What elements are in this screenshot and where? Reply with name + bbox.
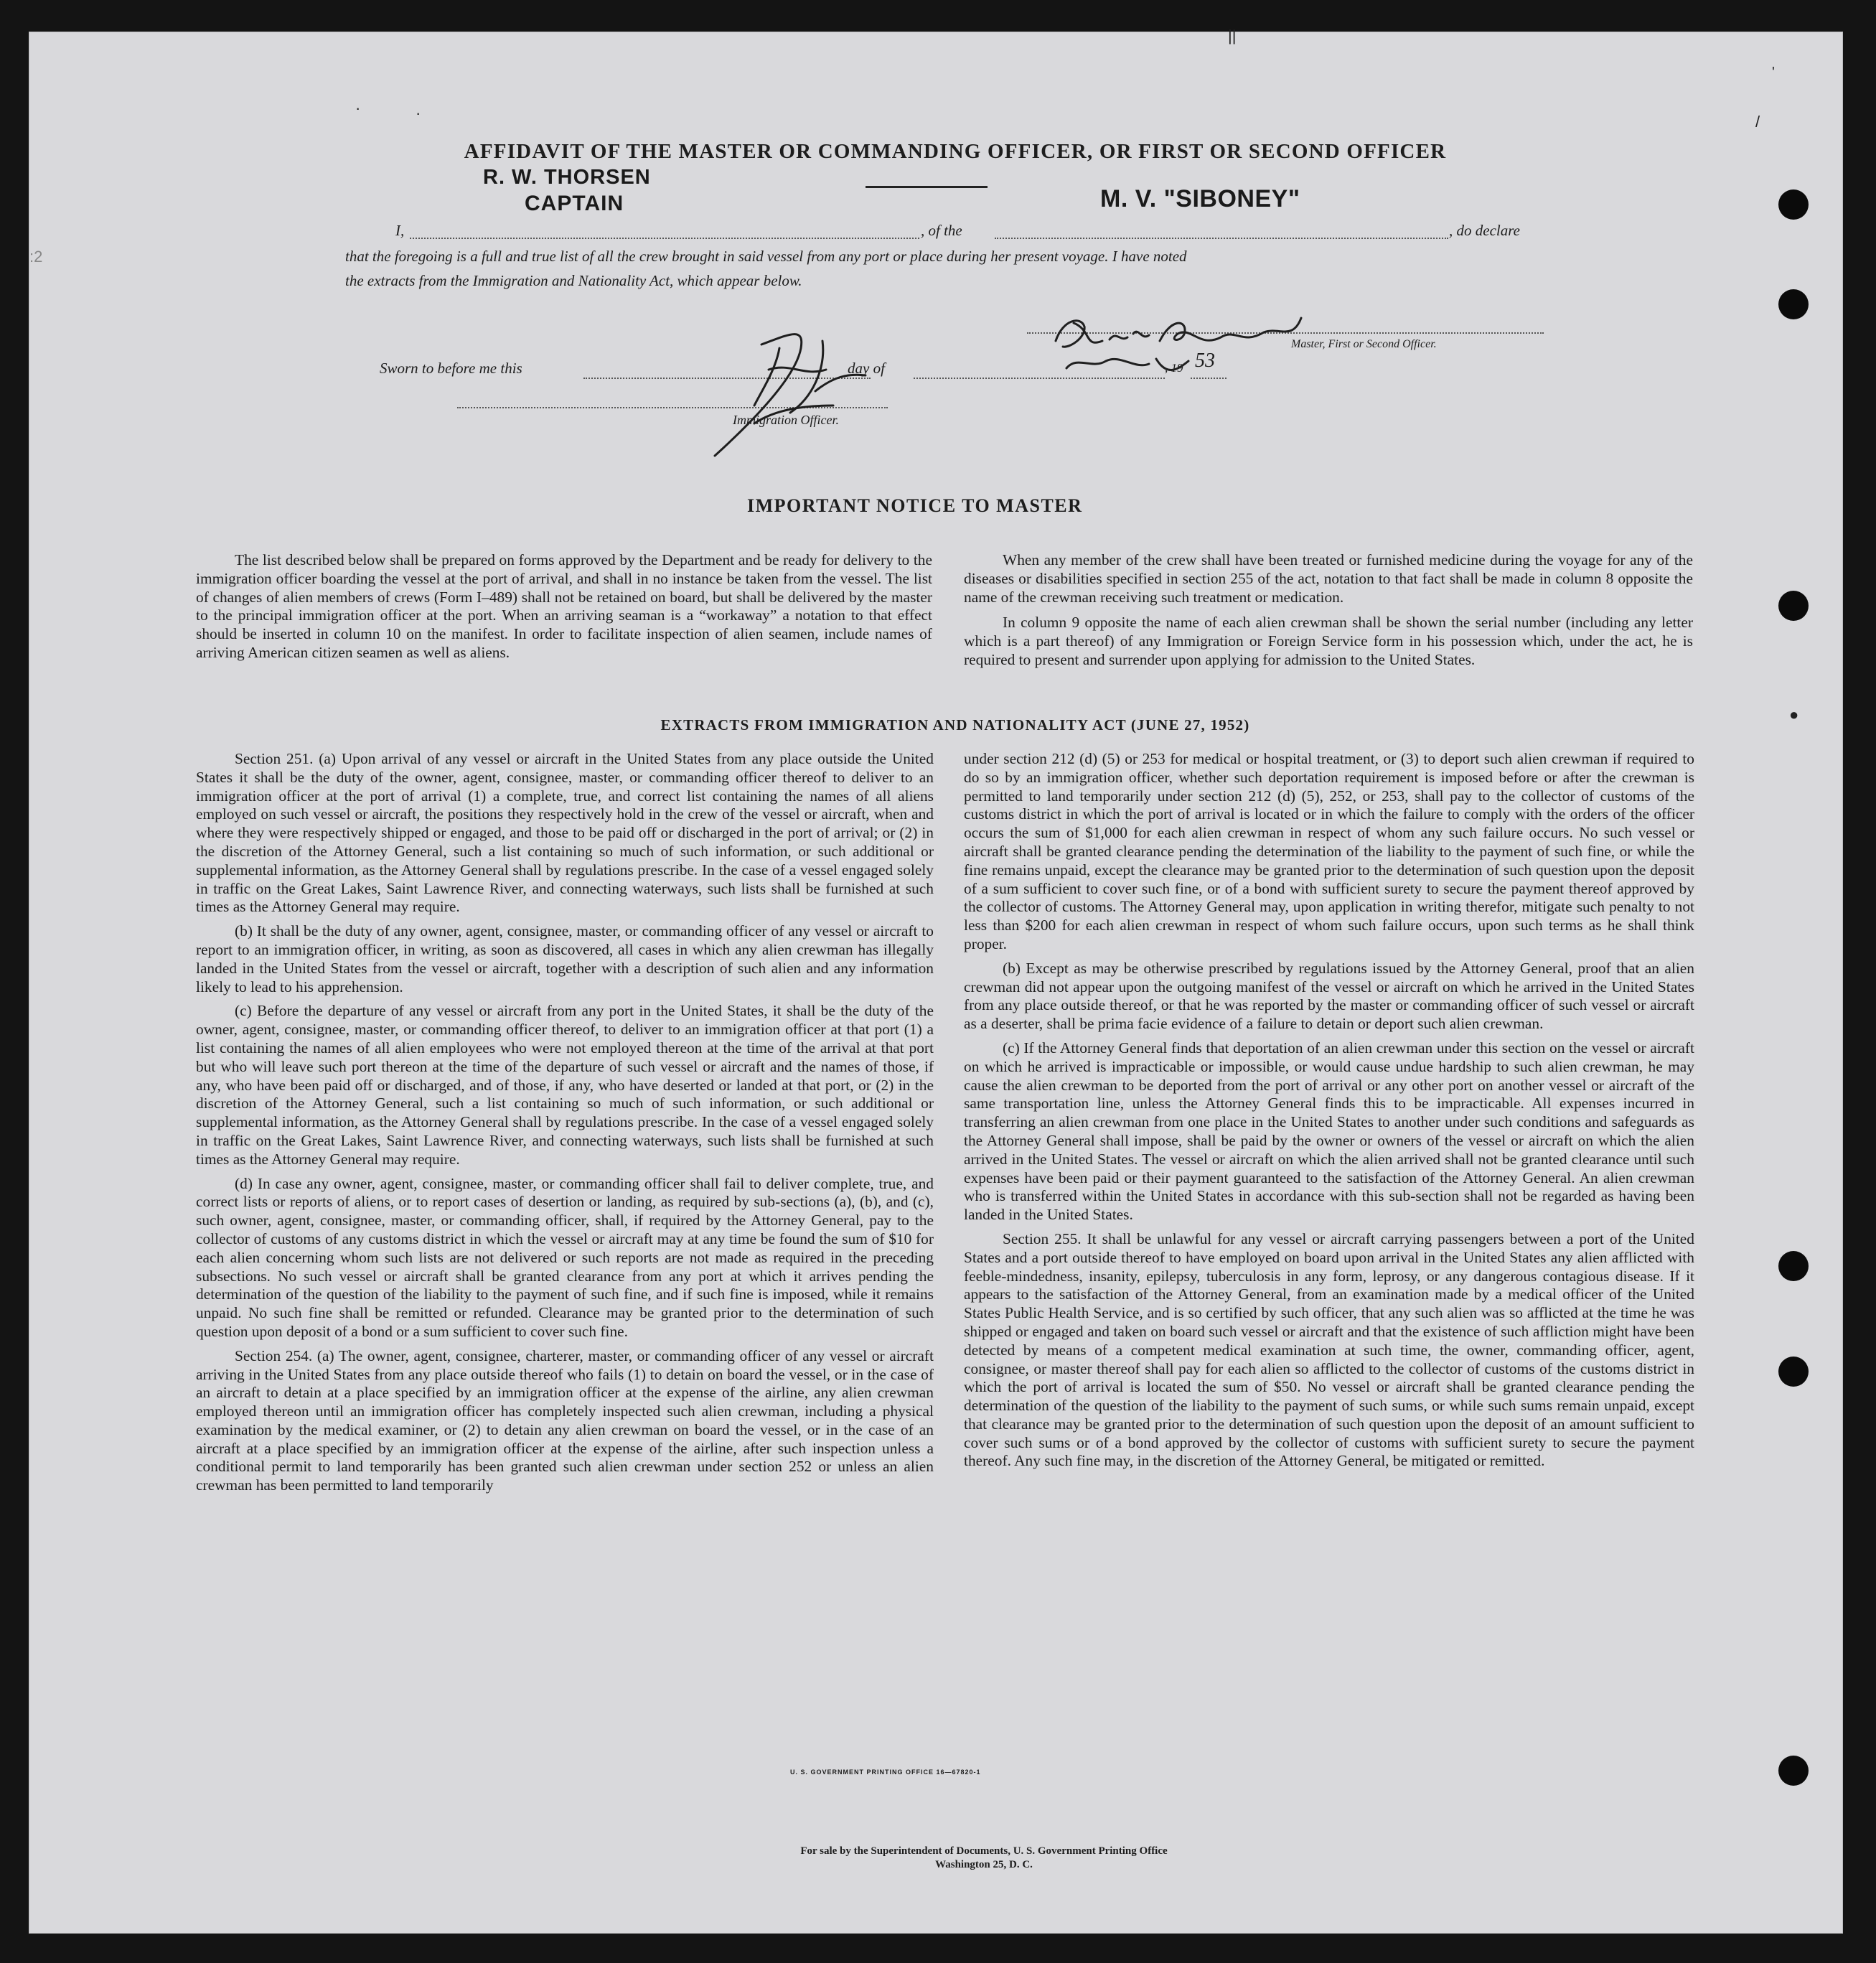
officer-label: Immigration Officer.: [733, 413, 839, 427]
notice-title: IMPORTANT NOTICE TO MASTER: [747, 495, 1083, 516]
edge-mark: ||: [1228, 27, 1237, 44]
year-handwritten: 53: [1195, 350, 1215, 372]
edge-mark: ·: [355, 99, 361, 117]
notice-paragraph: When any member of the crew shall have been treated or furnished medicine during the voyage for any of the diseases or disabilities specified in section 255 of the act, notation to that fact shall be made in column 8 opposite the name of the crewman receiving such treatment or medication.: [964, 551, 1693, 606]
extracts-title: EXTRACTS FROM IMMIGRATION AND NATIONALITY ACT (JUNE 27, 1952): [660, 716, 1250, 734]
extract-paragraph: (c) If the Attorney General finds that deportation of an alien crewman under this section on the vessel or aircraft on which he arrived is impracticable or impossible, or would cause undue hardship to such alien crewman, he may cause the alien crewman to be deported from the port of arrival or any other port on another vessel or aircraft of the same transportation line, unless the Attorney General finds this to be impracticable. All expenses incurred in transferring an alien crewman from one place in the United States to another under such conditions and safeguards as the Attorney General shall impose, shall be paid by the owner or owners of the vessel or aircraft on which the alien arrived in the United States. The vessel or aircraft on which the alien arrived shall not be granted clearance until such expenses have been paid or their payment guaranteed to the satisfaction of the Attorney General. An alien crewman who is transferred within the United States in accordance with this sub-section shall not be regarded as having been landed in the United States.: [964, 1039, 1694, 1224]
do-declare-label: , do declare: [1449, 222, 1520, 239]
extract-paragraph: Section 255. It shall be unlawful for any vessel or aircraft carrying passengers between a port of the United States and a port outside thereof to have employed on board upon arrival in the United States any alien afflicted with feeble-mindedness, insanity, epilepsy, tuberculosis in any form, leprosy, or any dangerous contagious disease. If it appears to the satisfaction of the Attorney General, from an examination made by a medical officer of the United States Public Health Service, and is so certified by such officer, that any such alien was so afflicted at the time he was shipped or engaged and taken on board such vessel or aircraft and that the existence of such affliction might have been detected by means of a competent medical examination at such time, the owner, commanding officer, agent, consignee, or master thereof shall pay for each alien so afflicted to the collector of customs of the customs district in which the port of arrival is located the sum of $50. No vessel or aircraft shall be granted clearance pending the determination of the question of the liability to the payment of such sums, or while such sums remain unpaid, except that clearance may be granted prior to the determination of such question upon the deposit of an amount sufficient to cover such sums or of a bond approved by the collector of customs with sufficient surety to secure the payment thereof. Any such fine may, in the discretion of the Attorney General, be mitigated or remitted.: [964, 1229, 1694, 1470]
extract-paragraph: (c) Before the departure of any vessel or aircraft from any port in the United States, it shall be the duty of the owner, agent, consignee, master, or commanding officer thereof, to deliver to an immigration officer at that port (1) a list containing the names of all alien employees who were not employed thereon at the time of the arrival at that port but who will leave such port thereon at the time of the departure of such vessel or aircraft and the names of those, if any, who have been paid off or discharged, and of those, if any, who have deserted or landed at that port, or (2) in the discretion of the Attorney General, such a list containing so much of such information, or such additional or supplemental information, as the Attorney General shall by regulations prescribe. In the case of a vessel engaged solely in traffic on the Great Lakes, Saint Lawrence River, and connecting waterways, such lists shall be furnished at such times as the Attorney General may require.: [196, 1002, 934, 1168]
edge-mark: ●: [1789, 706, 1799, 723]
form-title: AFFIDAVIT OF THE MASTER OR COMMANDING OFFICER, OR FIRST OR SECOND OFFICER: [464, 140, 1447, 163]
sale-notice: [639, 1845, 1328, 1872]
declaration-line-1: that the foregoing is a full and true list of all the crew brought in said vessel from any port or place during her present voyage. I have noted: [345, 248, 1187, 265]
extract-paragraph: Section 251. (a) Upon arrival of any vessel or aircraft in the United States from any place outside the United States it shall be the duty of the owner, agent, consignee, master, or commanding officer thereof to deliver to an immigration officer at the port of arrival (1) a complete, true, and correct list containing the names of all aliens employed on such vessel or aircraft, the positions they respectively hold in the crew of the vessel or aircraft, when and where they were respectively shipped or engaged, and those to be paid off or discharged in the port of arrival; or (2) in the discretion of the Attorney General, such a list containing so much of such information, or such additional or supplemental information, as the Attorney General shall by regulations prescribe. In the case of a vessel engaged solely in traffic on the Great Lakes, Saint Lawrence River, and connecting waterways, such lists shall be furnished at such times as the Attorney General may require.: [196, 750, 934, 916]
extracts-left-column: [196, 750, 934, 1495]
handwritten-signatures: [29, 32, 1842, 535]
master-label: Master, First or Second Officer.: [1291, 338, 1437, 350]
extracts-right-column: [964, 750, 1694, 1471]
edge-mark: /: [1755, 113, 1760, 131]
edge-mark: :2: [29, 248, 43, 266]
sworn-label: Sworn to before me this: [380, 360, 522, 377]
notice-paragraph: In column 9 opposite the name of each alien crewman shall be shown the serial number (including any letter which is a part thereof) of any Immigration or Foreign Service form in his possession which, under the act, he is required to present and surrender upon applying for admission to the United States.: [964, 614, 1693, 668]
edge-mark: ': [1772, 65, 1775, 80]
affidavit-form-page: [29, 27, 1843, 1934]
officer-signature: [715, 334, 866, 456]
extract-paragraph: (d) In case any owner, agent, consignee, master, or commanding officer shall fail to deliver complete, true, and correct lists or reports of aliens, or to report cases of desertion or landing, as required by sub-sections (a), (b), and (c), such owner, agent, consignee, master, or commanding officer, shall, if required by the Attorney General, pay to the collector of customs of any customs district in which the vessel or aircraft may at any time be found the sum of $10 for each alien concerning whom such lists are not delivered or such reports are not made as required in the preceding subsections. No such vessel or aircraft shall be granted clearance from any port at which it arrives pending the determination of the question of the liability to the payment of such fine, and if such fine is imposed, while it remains unpaid. No such fine shall be remitted or refunded. Clearance may be granted prior to the determination of such question upon deposit of a bond or a sum sufficient to cover such fine.: [196, 1174, 934, 1340]
notice-paragraph: The list described below shall be prepared on forms approved by the Department and be ready for delivery to the immigration officer boarding the vessel at the port of arrival, and shall in no instance be taken from the vessel. The list of changes of alien members of crews (Form I–489) shall not be retained on board, but shall be delivered by the master to the principal immigration officer at the port. When an arriving seaman is a “workaway” a notation to that effect should be inserted in column 10 on the manifest. In order to facilitate inspection of alien seamen, include names of arriving American citizen seamen as well as aliens.: [196, 551, 932, 661]
year-prefix: , 19: [1165, 361, 1183, 375]
gpo-imprint: U. S. GOVERNMENT PRINTING OFFICE 16—67820-1: [790, 1768, 981, 1776]
extract-paragraph: under section 212 (d) (5) or 253 for medical or hospital treatment, or (3) to deport such alien crewman if required to do so by an immigration officer, whether such deportation requirement is imposed before or after the crewman is permitted to land temporarily under section 212 (d) (5), 252, or 253, shall pay to the collector of customs of the customs district in which the port of arrival is located or in which the failure to comply with the orders of the officer occurs the sum of $1,000 for each alien crewman in respect of whom any such failure occurs. No such vessel or aircraft shall be granted clearance pending the determination of the liability to the payment of such fine, or while the fine remains unpaid, except the clearance may be granted prior to the determination of such question upon the deposit of a sum sufficient to cover such fine, or of a bond with sufficient surety to secure the payment thereof approved by the collector of customs. The Attorney General may, upon application in writing therefor, mitigate such penalty to not less than $200 for each alien crewman in respect of whom such failure occurs, upon such terms as he shall think proper.: [964, 750, 1694, 952]
i-label: I,: [395, 222, 405, 239]
binder-hole: [1778, 1251, 1809, 1281]
binder-hole: [1778, 1357, 1809, 1387]
edge-mark: ·: [416, 104, 421, 122]
binder-hole: [1778, 591, 1809, 621]
declaration-line-2: the extracts from the Immigration and Nationality Act, which appear below.: [345, 272, 802, 289]
notice-left-column: [196, 551, 932, 662]
stamp-vessel: M. V. "SIBONEY": [1100, 185, 1300, 212]
sale-line-1: For sale by the Superintendent of Documents, U. S. Government Printing Office: [800, 1845, 1168, 1857]
day-of-label: day of: [848, 360, 885, 377]
stamp-rank: CAPTAIN: [525, 192, 624, 215]
extract-paragraph: Section 254. (a) The owner, agent, consignee, charterer, master, or commanding officer of any vessel or aircraft arriving in the United States from any place outside thereof who fails (1) to detain on board the vessel, or in the case of an aircraft to detain at a place specified by an immigration officer at the expense of the airline, any alien crewman employed thereon until an immigration officer has completely inspected such alien crewman, including a physical examination by the medical examiner, or (2) to detain any alien crewman on board the vessel, or in the case of an aircraft at a place specified by an immigration officer at the expense of the airline, after such inspection unless a conditional permit to land temporarily has been granted such alien crewman under section 252 or unless an alien crewman has been permitted to land temporarily: [196, 1346, 934, 1494]
captain-signature: [1056, 318, 1301, 370]
of-the-label: , of the: [921, 222, 962, 239]
extract-paragraph: (b) It shall be the duty of any owner, agent, consignee, master, or commanding officer of any vessel or aircraft to report to an immigration officer, in writing, as soon as discovered, all cases in which any alien crewman has illegally landed in the United States from the vessel or aircraft, together with a description of such alien and any information likely to lead to his apprehension.: [196, 922, 934, 995]
extract-paragraph: (b) Except as may be otherwise prescribed by regulations issued by the Attorney General, proof that an alien crewman did not appear upon the outgoing manifest of the vessel or aircraft on which he arrived in the United States from any place outside thereof, or that he was reported by the master or commanding officer of such vessel or aircraft as a deserter, shall be prima facie evidence of a failure to detain or deport such alien crewman.: [964, 959, 1694, 1033]
notice-right-column: [964, 551, 1693, 670]
sale-line-2: Washington 25, D. C.: [935, 1859, 1033, 1870]
binder-hole: [1778, 1756, 1809, 1786]
stamp-name: R. W. THORSEN: [483, 166, 651, 189]
